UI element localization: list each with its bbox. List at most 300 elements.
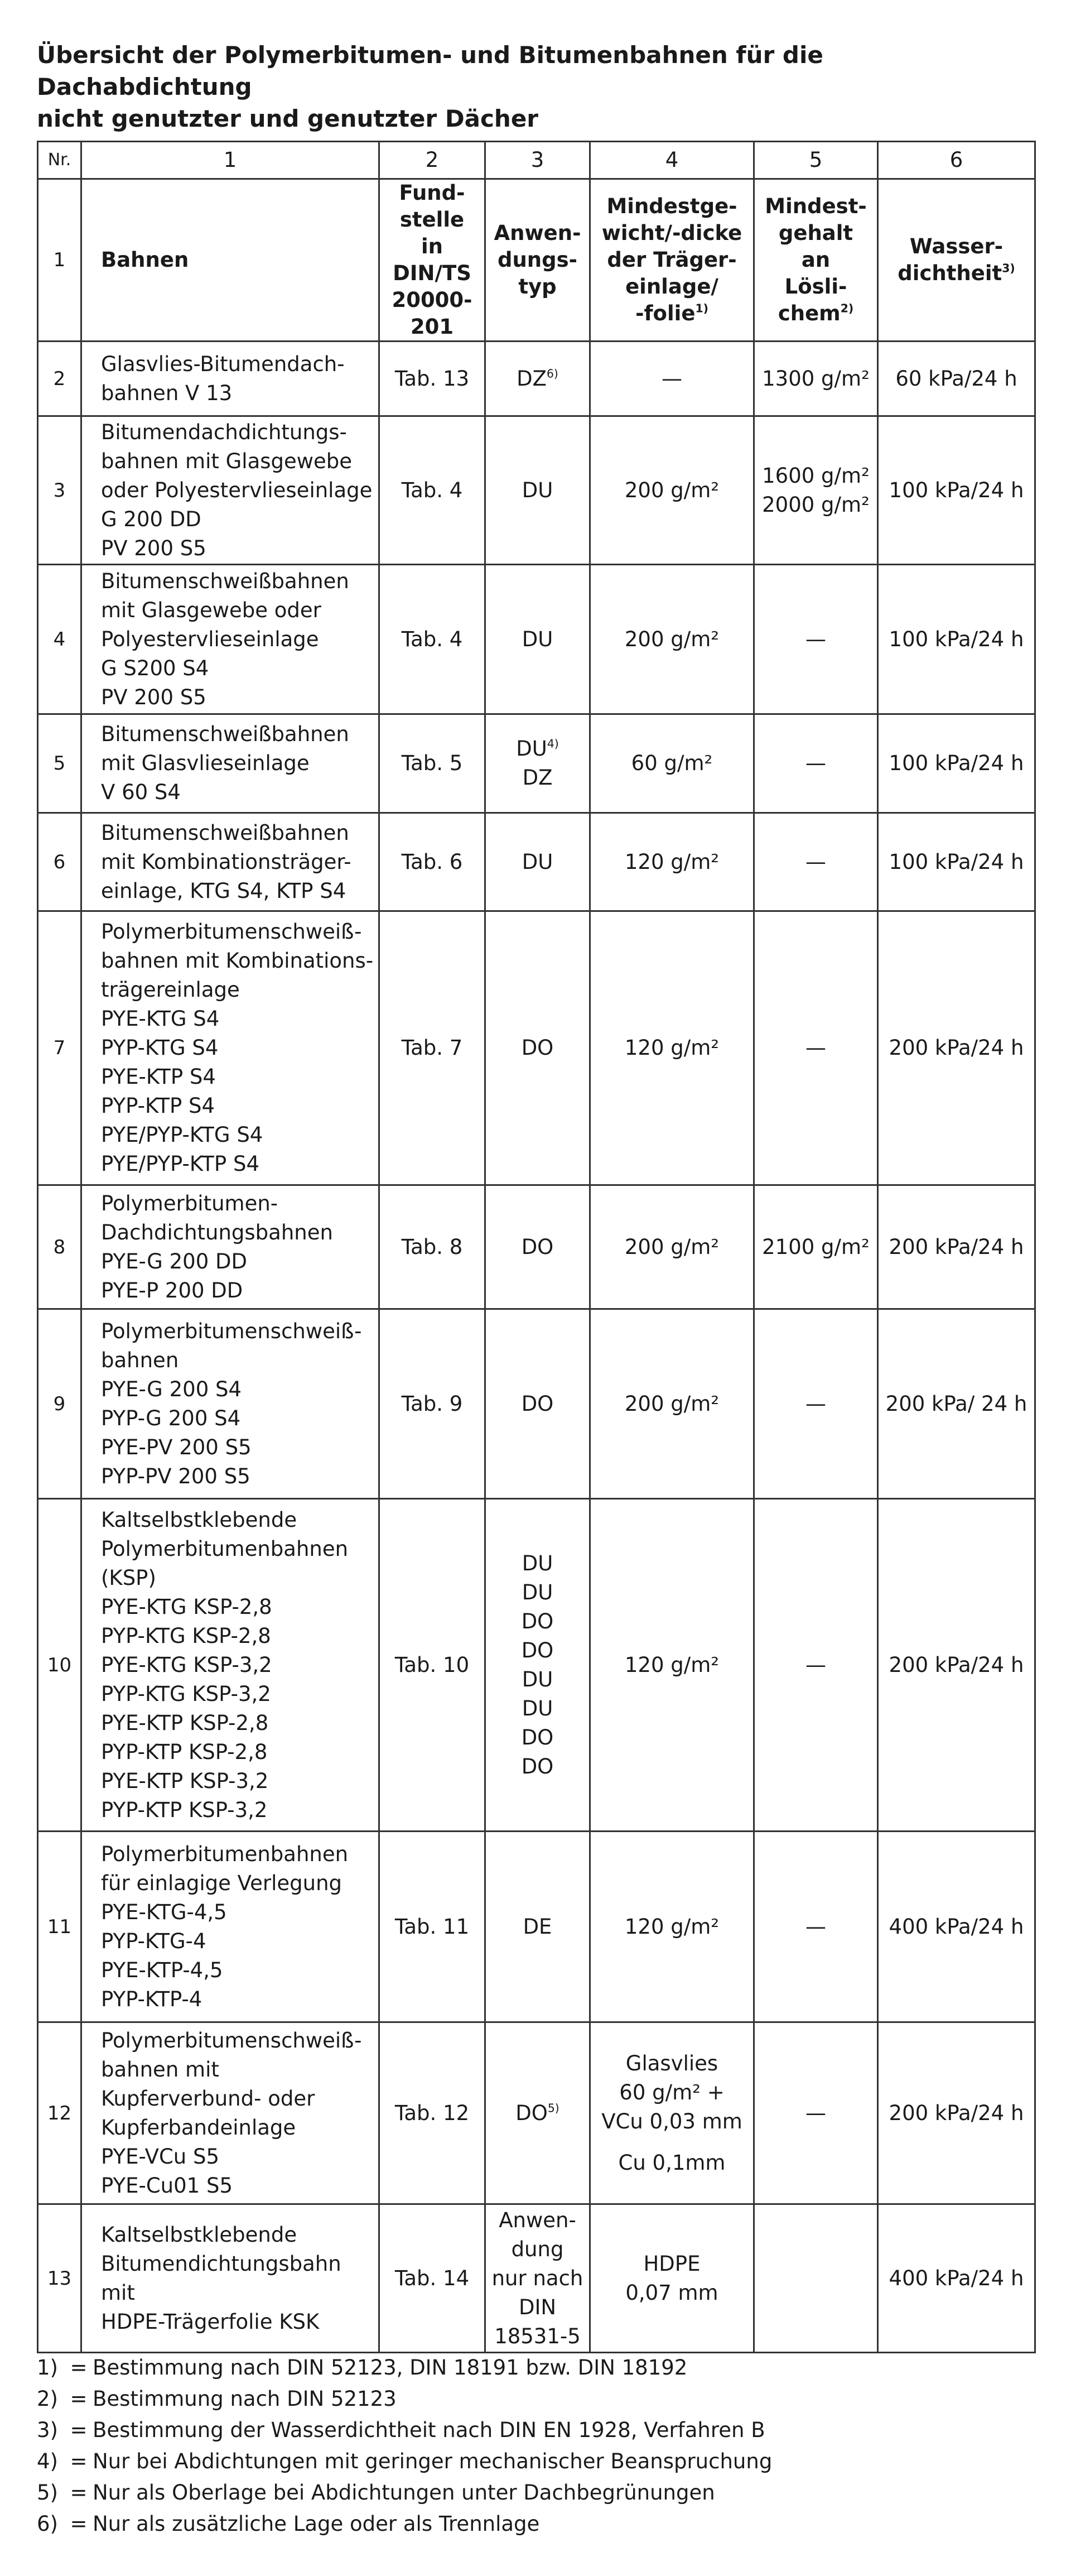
anwendungstyp-value: DU <box>522 849 553 874</box>
bahnen-name-line: Polymerbitumenschweiß- <box>101 920 362 944</box>
mindestgewicht-line: 120 g/m² <box>624 1652 720 1677</box>
anwendungstyp-cell <box>485 416 590 565</box>
row-number: 9 <box>38 1309 81 1499</box>
column-number-3: 3 <box>485 142 590 179</box>
header-fundstelle <box>379 179 485 342</box>
mindestgehalt-line: — <box>805 1914 826 1939</box>
mindestgehalt-cell <box>754 2022 878 2204</box>
bahnen-name-line: (KSP) <box>101 1565 156 1590</box>
footnote-equals: = <box>70 2356 88 2380</box>
anwendungstyp-cell <box>485 1309 590 1499</box>
table-row <box>38 565 1035 714</box>
bahnen-name-line: Bitumenschweißbahnen <box>101 820 349 845</box>
bahnen-name-line: für einlagige Verlegung <box>101 1871 342 1895</box>
mindestgehalt-line: — <box>805 2101 826 2125</box>
anwendungstyp-cell <box>485 911 590 1185</box>
table-row <box>38 342 1035 416</box>
footnote-ref: 5) <box>547 2101 559 2114</box>
bahnen-cell <box>81 342 379 416</box>
anwendungstyp-value: DE <box>523 1914 552 1939</box>
header-fundstelle-line: DIN/TS <box>393 261 471 285</box>
mindestgewicht-line: HDPE <box>643 2251 701 2276</box>
header-row-number: 1 <box>38 179 81 342</box>
fundstelle-cell: Tab. 12 <box>379 2022 485 2204</box>
bahnen-cell <box>81 1832 379 2022</box>
bahnen-name-line: HDPE-Trägerfolie KSK <box>101 2309 320 2334</box>
anwendungstyp-value: DO <box>521 1391 554 1416</box>
bahnen-name-line: PYP-KTG-4 <box>101 1929 206 1953</box>
row-number: 3 <box>38 416 81 565</box>
bahnen-name-line: PYE-KTP KSP-3,2 <box>101 1768 269 1793</box>
header-fundstelle-line: 201 <box>410 315 454 339</box>
footnote-text: Nur als zusätzliche Lage oder als Trennlage <box>93 2512 540 2536</box>
bahnen-cell <box>81 911 379 1185</box>
footnote-text: Bestimmung nach DIN 52123, DIN 18191 bzw. DIN 18192 <box>93 2356 688 2380</box>
wasserdichtheit-cell: 200 kPa/24 h <box>878 1185 1035 1309</box>
anwendungstyp-value: DU <box>522 478 553 502</box>
row-number: 12 <box>38 2022 81 2204</box>
footnote-mark: 2) <box>37 2387 58 2411</box>
footnote-item <box>37 2446 1019 2477</box>
bahnen-name-line: PYE-KTP KSP-2,8 <box>101 1710 269 1735</box>
row-number: 8 <box>38 1185 81 1309</box>
bahnen-name-line: mit Kombinationsträger- <box>101 849 351 874</box>
table-body <box>38 342 1035 2353</box>
anwendungstyp-line <box>489 1390 586 1419</box>
anwendungstyp-line <box>489 2293 586 2322</box>
mindestgewicht-line: 120 g/m² <box>624 1036 720 1060</box>
header-mindestgewicht <box>590 179 754 342</box>
bahnen-name-line: PV 200 S5 <box>101 536 206 560</box>
bahnen-name-line: einlage, KTG S4, KTP S4 <box>101 878 346 903</box>
table-row <box>38 2022 1035 2204</box>
bahnen-name-line: PYP-KTP KSP-2,8 <box>101 1739 268 1764</box>
anwendungstyp-value: DZ <box>517 366 547 391</box>
anwendungstyp-line <box>489 2235 586 2264</box>
mindestgehalt-cell <box>754 813 878 911</box>
bahnen-name-line: PV 200 S5 <box>101 685 206 709</box>
fundstelle-cell: Tab. 4 <box>379 416 485 565</box>
wasserdichtheit-cell: 200 kPa/24 h <box>878 911 1035 1185</box>
bahnen-name-line: PYE-KTG KSP-2,8 <box>101 1594 272 1619</box>
anwendungstyp-line <box>489 1665 586 1694</box>
bahnen-name-line: PYE-PV 200 S5 <box>101 1435 252 1459</box>
table-row <box>38 1499 1035 1832</box>
mindestgehalt-cell <box>754 2204 878 2353</box>
mindestgehalt-cell <box>754 416 878 565</box>
row-number: 7 <box>38 911 81 1185</box>
wasserdichtheit-cell: 100 kPa/24 h <box>878 416 1035 565</box>
mindestgehalt-line: — <box>805 1652 826 1677</box>
fundstelle-cell: Tab. 7 <box>379 911 485 1185</box>
anwendungstyp-value: dung <box>511 2237 564 2261</box>
bahnen-name-line: trägereinlage <box>101 978 240 1002</box>
header-mindestgehalt-line: an <box>801 248 831 272</box>
header-wasserdichtheit <box>878 179 1035 342</box>
bahnen-name-line: bahnen <box>101 1348 179 1372</box>
anwendungstyp-line <box>489 1607 586 1636</box>
row-number: 13 <box>38 2204 81 2353</box>
header-wasserdichtheit-line: Wasser- <box>909 234 1004 258</box>
footnote-mark: 4) <box>37 2449 58 2473</box>
fundstelle-cell: Tab. 14 <box>379 2204 485 2353</box>
anwendungstyp-value: 18531-5 <box>494 2324 581 2348</box>
fundstelle-cell: Tab. 13 <box>379 342 485 416</box>
column-number-2: 2 <box>379 142 485 179</box>
header-bahnen: Bahnen <box>81 179 379 342</box>
mindestgewicht-line: 200 g/m² <box>624 627 720 651</box>
header-anwendungstyp <box>485 179 590 342</box>
bahnen-name-line: PYP-KTP-4 <box>101 1987 202 2011</box>
anwendungstyp-line <box>489 763 586 792</box>
fundstelle-cell: Tab. 8 <box>379 1185 485 1309</box>
header-anwendungstyp-line: dungs- <box>497 248 578 272</box>
bahnen-cell <box>81 1185 379 1309</box>
mindestgewicht-line: 60 g/m² <box>631 751 713 775</box>
bahnen-name-line: PYE-KTP S4 <box>101 1065 216 1089</box>
bahnen-name-line: Bitumenschweißbahnen <box>101 722 349 746</box>
bahnen-cell <box>81 2022 379 2204</box>
bahnen-cell <box>81 565 379 714</box>
anwendungstyp-line <box>489 1549 586 1578</box>
mindestgehalt-line: 1600 g/m² <box>762 463 870 488</box>
fundstelle-cell: Tab. 9 <box>379 1309 485 1499</box>
mindestgewicht-line: 200 g/m² <box>624 478 720 502</box>
anwendungstyp-cell <box>485 2204 590 2353</box>
mindestgehalt-cell <box>754 911 878 1185</box>
bahnen-name-line: Polymerbitumenbahnen <box>101 1536 349 1561</box>
footnote-mark: 6) <box>37 2512 58 2536</box>
header-mindestgewicht-line: wicht/-dicke <box>601 221 742 245</box>
wasserdichtheit-cell: 100 kPa/24 h <box>878 813 1035 911</box>
mindestgehalt-line: — <box>805 1391 826 1416</box>
header-wasserdichtheit-text: dichtheit <box>898 261 1002 285</box>
footnote-ref: 3) <box>1002 261 1015 275</box>
fundstelle-cell: Tab. 5 <box>379 714 485 813</box>
column-number-6: 6 <box>878 142 1035 179</box>
table-row <box>38 1832 1035 2022</box>
header-row <box>38 179 1035 342</box>
anwendungstyp-line <box>489 2099 586 2128</box>
bahnen-name-line: PYE-P 200 DD <box>101 1278 243 1303</box>
row-number: 5 <box>38 714 81 813</box>
mindestgehalt-cell <box>754 1185 878 1309</box>
footnote-equals: = <box>70 2512 88 2536</box>
anwendungstyp-line <box>489 364 586 393</box>
mindestgewicht-line: 200 g/m² <box>624 1234 720 1259</box>
fundstelle-cell: Tab. 11 <box>379 1832 485 2022</box>
mindestgewicht-line: — <box>662 366 682 391</box>
fundstelle-cell: Tab. 4 <box>379 565 485 714</box>
anwendungstyp-line <box>489 1723 586 1752</box>
anwendungstyp-cell <box>485 342 590 416</box>
anwendungstyp-line <box>489 476 586 505</box>
mindestgehalt-line: — <box>805 849 826 874</box>
mindestgehalt-line: 2100 g/m² <box>762 1234 870 1259</box>
bahnen-name-line: bahnen mit <box>101 2057 219 2082</box>
bahnen-name-line: Bitumendichtungsbahn mit <box>101 2251 341 2305</box>
bahnen-cell <box>81 1309 379 1499</box>
title-line-2: nicht genutzter und genutzter Dächer <box>37 105 539 132</box>
anwendungstyp-value: nur nach <box>491 2266 583 2290</box>
footnotes <box>37 2352 1019 2540</box>
mindestgewicht-line: 60 g/m² + <box>619 2080 725 2104</box>
row-number: 4 <box>38 565 81 714</box>
bahnen-name-line: PYE/PYP-KTG S4 <box>101 1123 263 1147</box>
wasserdichtheit-cell: 400 kPa/24 h <box>878 1832 1035 2022</box>
wasserdichtheit-cell: 200 kPa/ 24 h <box>878 1309 1035 1499</box>
mindestgewicht-cell <box>590 714 754 813</box>
mindestgewicht-line: 0,07 mm <box>625 2280 718 2305</box>
footnote-text: Bestimmung der Wasserdichtheit nach DIN EN 1928, Verfahren B <box>93 2418 765 2442</box>
wasserdichtheit-cell: 200 kPa/24 h <box>878 1499 1035 1832</box>
mindestgewicht-cell <box>590 2204 754 2353</box>
footnote-equals: = <box>70 2418 88 2442</box>
bahnen-name-line: G S200 S4 <box>101 656 209 680</box>
header-wasserdichtheit-line <box>885 260 1027 287</box>
anwendungstyp-value: DO <box>515 2101 548 2125</box>
header-mindestgewicht-text: -folie <box>635 301 696 325</box>
footnote-item <box>37 2415 1019 2446</box>
bahnen-name-line: mit Glasvlieseinlage <box>101 751 310 775</box>
footnote-mark: 1) <box>37 2356 58 2380</box>
bahnen-name-line: PYP-PV 200 S5 <box>101 1464 250 1488</box>
table-row <box>38 2204 1035 2353</box>
header-mindestgewicht-line: der Träger- <box>607 248 737 272</box>
anwendungstyp-value: DU <box>522 1551 553 1575</box>
mindestgehalt-cell <box>754 565 878 714</box>
bahnen-name-line: Polymerbitumenschweiß- <box>101 2028 362 2053</box>
bahnen-name-line: PYE-G 200 DD <box>101 1249 247 1273</box>
anwendungstyp-line <box>489 625 586 654</box>
column-number-row <box>38 142 1035 179</box>
mindestgehalt-line: — <box>805 751 826 775</box>
mindestgehalt-line: — <box>805 627 826 651</box>
anwendungstyp-line <box>489 2206 586 2235</box>
bahnen-name-line: oder Polyestervlieseinlage <box>101 478 373 502</box>
bahnen-name-line: PYE-KTP-4,5 <box>101 1958 223 1982</box>
anwendungstyp-value: DO <box>521 1754 554 1779</box>
mindestgewicht-line: Glasvlies <box>625 2051 718 2075</box>
bahnen-name-line: V 60 S4 <box>101 780 181 804</box>
anwendungstyp-line <box>489 2322 586 2351</box>
bahnen-name-line: Kupferverbund- oder <box>101 2086 315 2111</box>
bahnen-name-line: Polyestervlieseinlage <box>101 627 319 651</box>
mindestgehalt-line: — <box>805 1036 826 1060</box>
wasserdichtheit-cell: 400 kPa/24 h <box>878 2204 1035 2353</box>
bahnen-name-line: bahnen mit Kombinations- <box>101 949 374 973</box>
bahnen-name-line: Polymerbitumenbahnen <box>101 1842 349 1866</box>
bahnen-name-line: Polymerbitumen- <box>101 1191 278 1215</box>
bahnen-name-line: mit Glasgewebe oder <box>101 598 321 622</box>
mindestgehalt-cell <box>754 342 878 416</box>
footnote-text: Bestimmung nach DIN 52123 <box>93 2387 397 2411</box>
bahnen-name-line: Kupferbandeinlage <box>101 2115 296 2140</box>
mindestgewicht-cell <box>590 342 754 416</box>
anwendungstyp-line <box>489 1752 586 1781</box>
anwendungstyp-cell <box>485 1832 590 2022</box>
footnote-item <box>37 2508 1019 2540</box>
column-number-nr: Nr. <box>38 142 81 179</box>
row-number: 11 <box>38 1832 81 2022</box>
wasserdichtheit-cell: 100 kPa/24 h <box>878 714 1035 813</box>
anwendungstyp-line <box>489 1694 586 1723</box>
mindestgewicht-line: 120 g/m² <box>624 849 720 874</box>
mindestgewicht-cell <box>590 565 754 714</box>
footnote-text: Nur bei Abdichtungen mit geringer mechanischer Beanspruchung <box>93 2449 773 2473</box>
mindestgewicht-line: VCu 0,03 mm <box>601 2109 742 2133</box>
anwendungstyp-value: DU <box>522 627 553 651</box>
footnote-ref: 6) <box>546 366 558 380</box>
table-row <box>38 714 1035 813</box>
footnote-ref: 2) <box>840 301 854 315</box>
anwendungstyp-line <box>489 848 586 877</box>
bahnen-name-line: PYE-KTG-4,5 <box>101 1900 227 1924</box>
header-mindestgehalt <box>754 179 878 342</box>
footnote-item <box>37 2352 1019 2383</box>
table-row <box>38 813 1035 911</box>
mindestgewicht-line: 120 g/m² <box>624 1914 720 1939</box>
title-line-1: Übersicht der Polymerbitumen- und Bitumenbahnen für die Dachabdichtung <box>37 41 823 100</box>
wasserdichtheit-cell: 100 kPa/24 h <box>878 565 1035 714</box>
anwendungstyp-value: DU <box>522 1580 553 1604</box>
header-anwendungstyp-line: typ <box>518 275 557 299</box>
mindestgewicht-line: 200 g/m² <box>624 1391 720 1416</box>
header-mindestgehalt-line: gehalt <box>778 221 853 245</box>
bahnen-name-line: Glasvlies-Bitumendach- <box>101 352 345 376</box>
footnote-mark: 5) <box>37 2481 58 2505</box>
anwendungstyp-value: DO <box>521 1609 554 1633</box>
anwendungstyp-value: DO <box>521 1638 554 1662</box>
bahnen-name-line: Dachdichtungsbahnen <box>101 1220 333 1244</box>
anwendungstyp-value: DIN <box>518 2295 557 2319</box>
mindestgewicht-cell <box>590 2022 754 2204</box>
bahnen-cell <box>81 2204 379 2353</box>
bahnen-name-line: Kaltselbstklebende <box>101 2222 297 2247</box>
mindestgewicht-cell <box>590 1185 754 1309</box>
anwendungstyp-cell <box>485 1499 590 1832</box>
header-fundstelle-line: 20000- <box>392 288 472 312</box>
bahnen-name-line: PYE-KTG S4 <box>101 1007 220 1031</box>
bahnen-name-line: PYP-G 200 S4 <box>101 1406 241 1430</box>
footnote-equals: = <box>70 2387 88 2411</box>
anwendungstyp-value: DU <box>522 1696 553 1720</box>
bahnen-cell <box>81 714 379 813</box>
bahnen-name-line: Polymerbitumenschweiß- <box>101 1319 362 1343</box>
anwendungstyp-value: DO <box>521 1234 554 1259</box>
mindestgehalt-line: 2000 g/m² <box>762 492 870 517</box>
anwendungstyp-cell <box>485 2022 590 2204</box>
bahnen-name-line: PYE-Cu01 S5 <box>101 2173 233 2198</box>
bahnen-cell <box>81 813 379 911</box>
table-row <box>38 1309 1035 1499</box>
bahnen-name-line: PYP-KTP KSP-3,2 <box>101 1798 268 1822</box>
anwendungstyp-line <box>489 1233 586 1262</box>
anwendungstyp-value: DU <box>516 737 547 761</box>
header-mindestgehalt-line: Mindest- <box>765 194 867 218</box>
anwendungstyp-line <box>489 1034 586 1063</box>
bitumen-table <box>37 141 1036 2353</box>
bahnen-name-line: PYE-VCu S5 <box>101 2144 220 2169</box>
column-number-5: 5 <box>754 142 878 179</box>
bahnen-name-line: PYP-KTP S4 <box>101 1094 215 1118</box>
wasserdichtheit-cell: 200 kPa/24 h <box>878 2022 1035 2204</box>
header-mindestgehalt-line: Lösli- <box>784 275 847 299</box>
footnote-item <box>37 2383 1019 2415</box>
header-mindestgewicht-line: einlage/ <box>625 275 718 299</box>
header-fundstelle-line: Fund- <box>399 181 465 205</box>
anwendungstyp-line <box>489 1912 586 1941</box>
header-mindestgehalt-line <box>761 300 870 327</box>
bahnen-name-line: Bitumendachdichtungs- <box>101 420 347 444</box>
anwendungstyp-value: DU <box>522 1667 553 1691</box>
anwendungstyp-value: DZ <box>522 766 553 790</box>
footnote-item <box>37 2477 1019 2508</box>
table-row <box>38 416 1035 565</box>
bahnen-name-line: PYE/PYP-KTP S4 <box>101 1152 259 1176</box>
footnote-ref: 1) <box>695 301 708 315</box>
row-number: 2 <box>38 342 81 416</box>
anwendungstyp-cell <box>485 714 590 813</box>
bahnen-name-line: PYP-KTG S4 <box>101 1036 219 1060</box>
footnote-ref: 4) <box>547 737 559 751</box>
bahnen-name-line: bahnen V 13 <box>101 381 233 405</box>
bahnen-name-line: PYE-KTG KSP-3,2 <box>101 1652 272 1677</box>
mindestgehalt-cell <box>754 714 878 813</box>
bahnen-cell <box>81 1499 379 1832</box>
header-mindestgewicht-line <box>597 300 746 327</box>
mindestgewicht-cell <box>590 1832 754 2022</box>
bahnen-name-line: PYP-KTG KSP-2,8 <box>101 1623 271 1648</box>
anwendungstyp-cell <box>485 1185 590 1309</box>
bahnen-name-line: PYP-KTG KSP-3,2 <box>101 1681 271 1706</box>
bahnen-name-line: Kaltselbstklebende <box>101 1507 297 1532</box>
bahnen-cell <box>81 416 379 565</box>
anwendungstyp-line <box>489 734 586 763</box>
column-number-4: 4 <box>590 142 754 179</box>
header-fundstelle-line: stelle in <box>399 208 465 258</box>
row-number: 6 <box>38 813 81 911</box>
mindestgehalt-cell <box>754 1499 878 1832</box>
mindestgewicht-cell <box>590 416 754 565</box>
footnote-equals: = <box>70 2449 88 2473</box>
footnote-text: Nur als Oberlage bei Abdichtungen unter Dachbegrünungen <box>93 2481 715 2505</box>
mindestgewicht-cell <box>590 1499 754 1832</box>
header-mindestgewicht-line: Mindestge- <box>606 194 737 218</box>
anwendungstyp-cell <box>485 813 590 911</box>
header-mindestgehalt-text: chem <box>778 301 841 325</box>
footnote-equals: = <box>70 2481 88 2505</box>
column-number-1: 1 <box>81 142 379 179</box>
anwendungstyp-value: DO <box>521 1036 554 1060</box>
table-row <box>38 1185 1035 1309</box>
anwendungstyp-value: DO <box>521 1725 554 1750</box>
table-row <box>38 911 1035 1185</box>
footnote-mark: 3) <box>37 2418 58 2442</box>
bahnen-name-line: bahnen mit Glasgewebe <box>101 449 353 473</box>
mindestgewicht-cell <box>590 813 754 911</box>
mindestgewicht-line: Cu 0,1mm <box>618 2150 726 2175</box>
fundstelle-cell: Tab. 6 <box>379 813 485 911</box>
bahnen-name-line: G 200 DD <box>101 507 201 531</box>
mindestgewicht-cell <box>590 1309 754 1499</box>
anwendungstyp-value: Anwen- <box>499 2208 576 2232</box>
mindestgehalt-cell <box>754 1832 878 2022</box>
wasserdichtheit-cell: 60 kPa/24 h <box>878 342 1035 416</box>
anwendungstyp-line <box>489 1636 586 1665</box>
mindestgehalt-line: 1300 g/m² <box>762 366 870 391</box>
row-number: 10 <box>38 1499 81 1832</box>
